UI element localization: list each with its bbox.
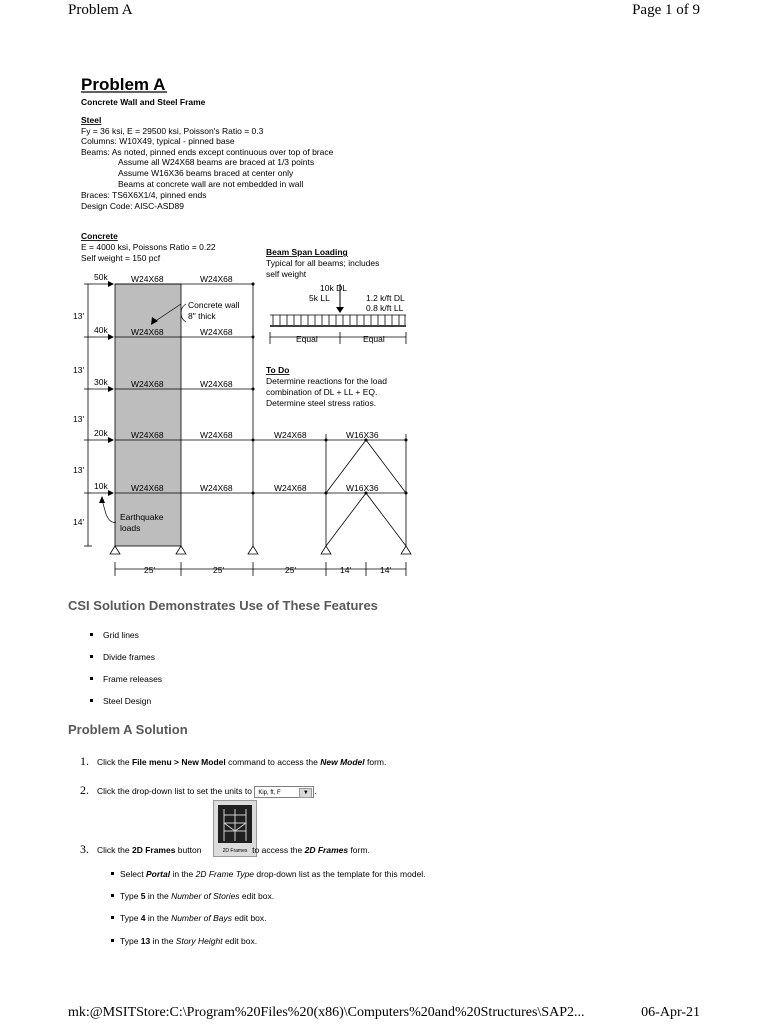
dist-load-ll: 0.8 k/ft LL <box>366 303 404 313</box>
figure-subtitle: Concrete Wall and Steel Frame <box>81 97 206 107</box>
solution-heading: Problem A Solution <box>68 722 188 737</box>
wall-label: Concrete wall <box>188 300 240 310</box>
beam-label: W24X68 <box>131 327 164 337</box>
steel-line: Design Code: AISC-ASD89 <box>81 201 184 211</box>
point-load-ll: 5k LL <box>309 293 330 303</box>
header-title: Problem A <box>68 2 133 18</box>
footer-date: 06-Apr-21 <box>641 1005 700 1020</box>
concrete-line: Self weight = 150 pcf <box>81 253 161 263</box>
problem-figure <box>68 62 420 582</box>
equal-label: Equal <box>363 334 385 344</box>
page-number: Page 1 of 9 <box>632 2 700 18</box>
point-load-dl: 10k DL <box>320 283 347 293</box>
story-load-label: 40k <box>94 325 108 335</box>
bay-width-label: 25' <box>144 565 156 575</box>
bay-width-label: 14' <box>380 565 392 575</box>
story-height-label: 13' <box>73 414 85 424</box>
list-item: Steel Design <box>90 696 162 718</box>
units-value: Kip, ft, F <box>258 789 281 796</box>
beam-span-line: Typical for all beams; includes <box>266 258 380 268</box>
beam-span-line: self weight <box>266 269 307 279</box>
todo-line: Determine reactions for the load <box>266 376 387 386</box>
beam-label: W24X68 <box>131 379 164 389</box>
story-load-label: 10k <box>94 481 108 491</box>
sub-step: Select Portal in the 2D Frame Type drop-down list as the template for this model. <box>120 869 426 879</box>
bay-width-label: 14' <box>340 565 352 575</box>
concrete-wall <box>115 284 181 546</box>
eq-label: loads <box>120 523 141 533</box>
step-1: 1. Click the File menu > New Model command to access the New Model form. <box>80 754 387 768</box>
beam-label: W24X68 <box>200 483 233 493</box>
units-dropdown[interactable] <box>254 786 314 798</box>
steel-heading: Steel <box>81 115 102 125</box>
beam-label: W16X36 <box>346 430 379 440</box>
beam-label: W16X36 <box>346 483 379 493</box>
bay-width-label: 25' <box>213 565 225 575</box>
beam-label: W24X68 <box>200 430 233 440</box>
step-3: 3. Click the 2D Frames button to access the 2D Frames form. <box>80 842 370 856</box>
steel-line: Fy = 36 ksi, E = 29500 ksi, Poisson's Ratio = 0.3 <box>81 126 264 136</box>
beam-label: W24X68 <box>274 483 307 493</box>
footer-url: mk:@MSITStore:C:\Program%20Files%20(x86)\Computers%20and%20Structures\SAP2... <box>68 1005 585 1020</box>
beam-label: W24X68 <box>200 379 233 389</box>
beam-label: W24X68 <box>131 274 164 284</box>
list-item: Divide frames <box>90 652 162 674</box>
beam-label: W24X68 <box>274 430 307 440</box>
chevron-down-icon: ▼ <box>299 788 312 798</box>
step-number: 1. <box>80 754 89 768</box>
story-load-label: 50k <box>94 272 108 282</box>
sub-step: Type 4 in the Number of Bays edit box. <box>120 913 267 923</box>
story-load-label: 20k <box>94 428 108 438</box>
steel-line: Columns: W10X49, typical - pinned base <box>81 136 235 146</box>
todo-line: combination of DL + LL + EQ. <box>266 387 378 397</box>
dist-load-dl: 1.2 k/ft DL <box>366 293 405 303</box>
concrete-heading: Concrete <box>81 231 118 241</box>
features-heading: CSI Solution Demonstrates Use of These Features <box>68 598 378 613</box>
beam-label: W24X68 <box>131 430 164 440</box>
step-number: 3. <box>80 842 89 856</box>
bay-width-label: 25' <box>285 565 297 575</box>
steel-line: Braces: TS6X6X1/4, pinned ends <box>81 190 207 200</box>
list-item: Grid lines <box>90 630 162 652</box>
steel-line: Beams: As noted, pinned ends except continuous over top of brace <box>81 147 334 157</box>
step-number: 2. <box>80 783 89 797</box>
steel-line: Assume all W24X68 beams are braced at 1/3 points <box>118 157 315 167</box>
wall-label: 8" thick <box>188 311 216 321</box>
2d-frames-button-label: 2D Frames <box>222 848 248 854</box>
beam-label: W24X68 <box>200 327 233 337</box>
beam-span-heading: Beam Span Loading <box>266 247 348 257</box>
features-list <box>90 630 162 718</box>
story-height-label: 13' <box>73 311 85 321</box>
concrete-line: E = 4000 ksi, Poissons Ratio = 0.22 <box>81 242 216 252</box>
todo-line: Determine steel stress ratios. <box>266 398 377 408</box>
beam-label: W24X68 <box>131 483 164 493</box>
eq-label: Earthquake <box>120 512 164 522</box>
equal-label: Equal <box>296 334 318 344</box>
figure-title: Problem A <box>81 75 166 94</box>
step-2: 2. Click the drop-down list to set the units to Kip, ft, F ▼ . <box>80 783 317 797</box>
beam-label: W24X68 <box>200 274 233 284</box>
todo-heading: To Do <box>266 365 290 375</box>
steel-line: Assume W16X36 beams braced at center only <box>118 168 294 178</box>
2d-frame-icon <box>214 801 256 845</box>
story-height-label: 14' <box>73 517 85 527</box>
sub-step: Type 13 in the Story Height edit box. <box>120 936 258 946</box>
story-height-label: 13' <box>73 465 85 475</box>
story-height-label: 13' <box>73 365 85 375</box>
steel-line: Beams at concrete wall are not embedded in wall <box>118 179 304 189</box>
sub-step: Type 5 in the Number of Stories edit box. <box>120 891 275 901</box>
list-item: Frame releases <box>90 674 162 696</box>
story-load-label: 30k <box>94 377 108 387</box>
